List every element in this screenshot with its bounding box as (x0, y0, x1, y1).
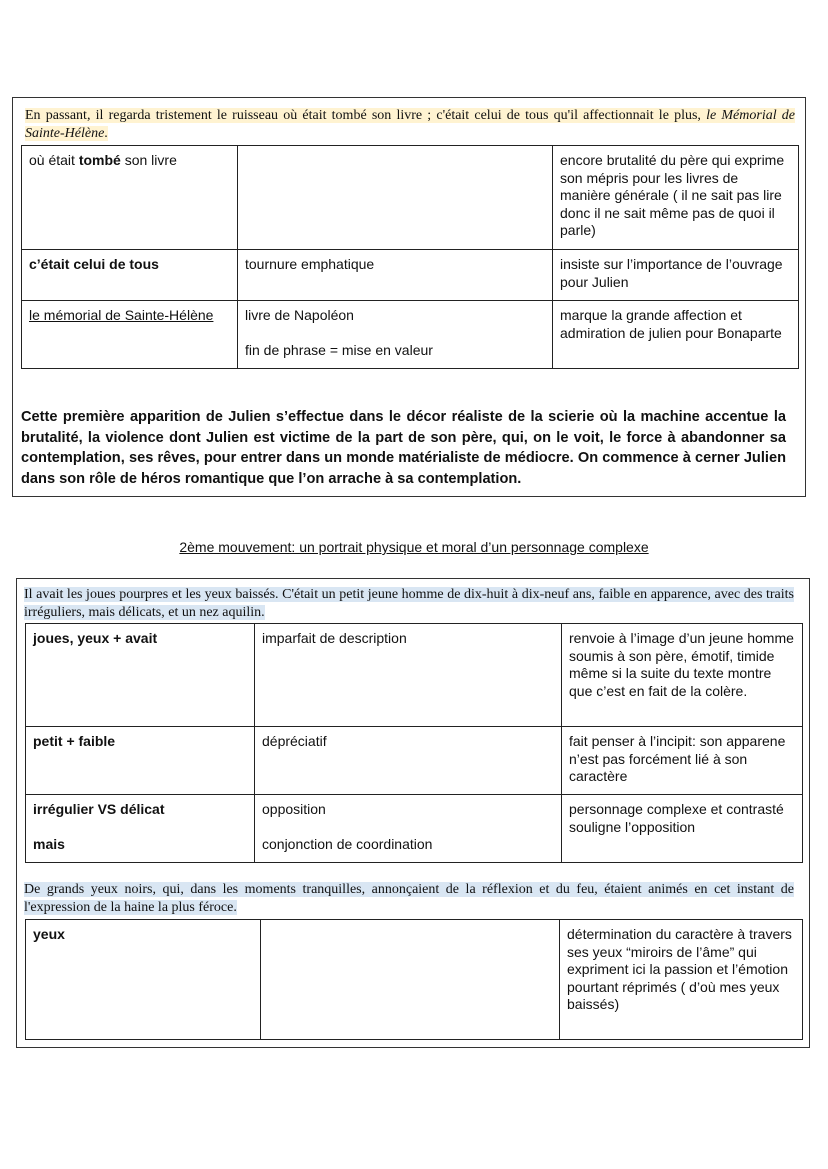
table-row (22, 250, 799, 301)
term-text: mais (33, 835, 65, 852)
analysis-table-2 (25, 623, 803, 863)
cell-device (238, 301, 553, 369)
cell-term (26, 795, 255, 863)
effect-text: personnage complexe et contrasté (569, 801, 784, 817)
quote-text: De grands yeux noirs, qui, dans les moments tranquilles, annonçaient de la réflexion et du feu, étaient animés en cet instant de l'expression de la haine la plus féroce. (24, 882, 794, 915)
table-row (22, 301, 799, 369)
cell-term: c’était celui de tous (22, 250, 238, 301)
effect-text: souligne l’opposition (569, 818, 696, 835)
table-row (22, 146, 799, 250)
table-row (26, 727, 803, 795)
cell-term: yeux (26, 920, 261, 1040)
section2-quote-1 (24, 586, 794, 622)
quote-end: . (104, 126, 108, 141)
cell-term (22, 146, 238, 250)
cell-device: tournure emphatique (238, 250, 553, 301)
device-text: livre de Napoléon (245, 307, 354, 323)
cell-device (255, 795, 562, 863)
cell-effect: marque la grande affection et admiration de julien pour Bonaparte (553, 301, 799, 369)
quote-text: En passant, il regarda tristement le ruisseau où était tombé son livre ; c'était celui de tous qu'il affectionnait le plus, (25, 108, 707, 123)
cell-term: joues, yeux + avait (26, 624, 255, 727)
table-row (26, 795, 803, 863)
cell-effect: détermination du caractère à travers ses yeux “miroirs de l’âme” qui expriment ici la passion et l’émotion pourtant réprimés ( d’où mes yeux baissés) (560, 920, 803, 1040)
cell-effect: encore brutalité du père qui exprime son mépris pour les livres de manière générale ( il ne sait pas lire donc il ne sait même pas de quoi il parle) (553, 146, 799, 250)
analysis-table-3 (25, 919, 803, 1040)
device-text: conjonction de coordination (262, 835, 433, 852)
cell-effect: renvoie à l’image d’un jeune homme soumis à son père, émotif, timide même si la suite du texte montre que c’est en fait de la colère. (562, 624, 803, 727)
cell-device: imparfait de description (255, 624, 562, 727)
cell-effect: insiste sur l’importance de l’ouvrage pour Julien (553, 250, 799, 301)
analysis-table-1 (21, 145, 799, 369)
cell-device (238, 146, 553, 250)
term-underlined: le mémorial de Sainte-Hélène (29, 307, 214, 323)
device-text: fin de phrase = mise en valeur (245, 341, 433, 358)
term-text: où était (29, 152, 79, 168)
section2-heading: 2ème mouvement: un portrait physique et moral d’un personnage complexe (179, 539, 649, 555)
cell-term (22, 301, 238, 369)
cell-effect: fait penser à l’incipit: son apparene n’est pas forcément lié à son caractère (562, 727, 803, 795)
cell-effect (562, 795, 803, 863)
table-row (26, 624, 803, 727)
term-text: irrégulier VS délicat (33, 801, 165, 817)
cell-device (261, 920, 560, 1040)
cell-term: petit + faible (26, 727, 255, 795)
section1-quote (25, 107, 795, 143)
term-text: son livre (120, 152, 177, 168)
quote-text: Il avait les joues pourpres et les yeux baissés. C'était un petit jeune homme de dix-huit à dix-neuf ans, faible en apparence, avec des traits irréguliers, mais délicats, et un nez aquilin. (24, 587, 794, 620)
cell-device: dépréciatif (255, 727, 562, 795)
term-bold: tombé (78, 152, 121, 168)
quote-book-title: le Mémorial de Sainte-Hélène (25, 108, 795, 141)
section1-summary: Cette première apparition de Julien s’effectue dans le décor réaliste de la scierie où la machine accentue la brutalité, la violence dont Julien est victime de la part de son père, qui, on le voit, le force à abandonner sa contemplation, ses rêves, pour entrer dans un monde matérialiste de médiocre. On commence à cerner Julien dans son rôle de héros romantique que l’on arrache à sa contemplation. (21, 409, 786, 487)
device-text: opposition (262, 801, 326, 817)
section2-quote-2 (24, 881, 794, 917)
table-row (26, 920, 803, 1040)
